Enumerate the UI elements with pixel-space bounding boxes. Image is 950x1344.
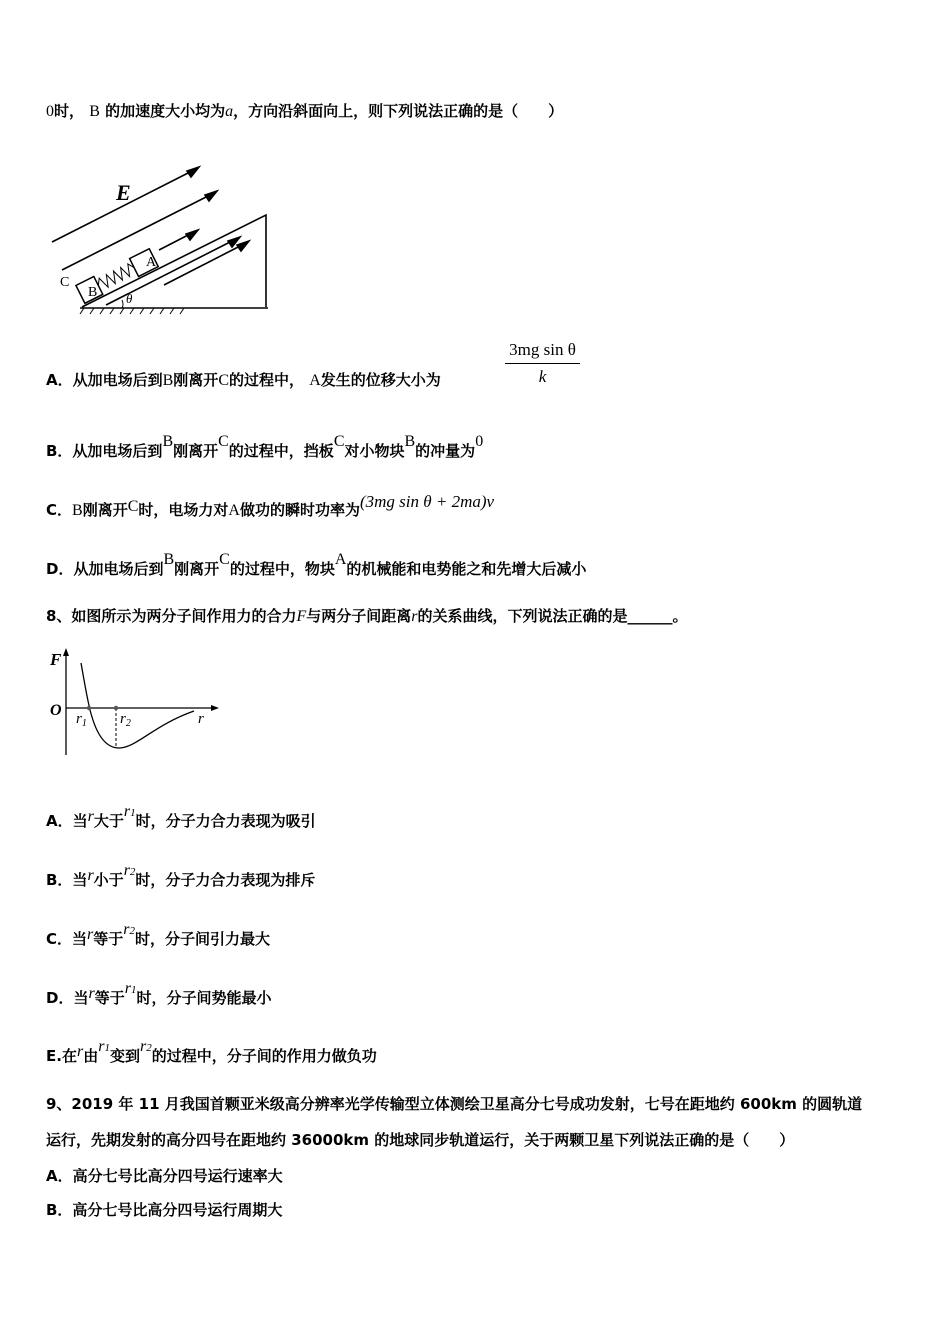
incline-figure <box>44 160 284 320</box>
q7-intro: 0时， B 的加速度大小均为a，方向沿斜面向上，则下列说法正确的是（ ） <box>46 102 564 120</box>
y-axis-arrow <box>63 648 69 656</box>
q9-option-a: A．高分七号比高分四号运行速率大 <box>46 1167 283 1185</box>
q9-stem-line1: 9、2019 年 11 月我国首颗亚米级高分辨率光学传输型立体测绘卫星高分七号成功发射，七号在距地约 600km 的圆轨道 <box>46 1095 863 1113</box>
q8-stem: 8、如图所示为两分子间作用力的合力F与两分子间距离r的关系曲线，下列说法正确的是______。 <box>46 607 688 625</box>
q7-option-c: C．B刚离开C时，电场力对A做功的瞬时功率为(3mg sin θ + 2ma)v <box>46 492 495 519</box>
force-curve <box>81 663 194 748</box>
graph-r-label: r <box>198 711 204 727</box>
q7-option-a: A．从加电场后到B刚离开C的过程中， A发生的位移大小为 <box>46 371 441 389</box>
q8-option-c: C．当r等于r2时，分子间引力最大 <box>46 921 271 948</box>
label-a: A <box>146 255 157 270</box>
spring <box>96 262 137 291</box>
graph-origin-label: O <box>50 702 62 719</box>
x-axis-arrow <box>211 705 219 711</box>
incline <box>82 215 266 307</box>
ground-hatch <box>80 308 184 314</box>
q7-option-d: D．从加电场后到B刚离开C的过程中，物块A的机械能和电势能之和先增大后减小 <box>46 551 587 578</box>
graph-r1-label: $r_1$ <box>76 711 87 729</box>
q9-stem-line2: 运行，先期发射的高分四号在距地约 36000km 的地球同步轨道运行，关于两颗卫星下列说法正确的是（ ） <box>46 1131 795 1149</box>
q8-option-b: B．当r小于r2时，分子力合力表现为排斥 <box>46 862 316 889</box>
field-label: E <box>116 180 131 205</box>
q7-option-a-fraction: $\frac{\text{3mg sin θ}}{k}$ <box>505 340 580 387</box>
r1-point <box>87 706 91 710</box>
r2-point <box>114 706 118 710</box>
graph-r2-label: $r_2$ <box>120 711 131 729</box>
q7-option-b: B．从加电场后到B刚离开C的过程中，挡板C对小物块B的冲量为0 <box>46 433 484 460</box>
q9-option-b: B．高分七号比高分四号运行周期大 <box>46 1201 283 1219</box>
label-b: B <box>88 285 98 300</box>
label-theta: θ <box>126 291 133 306</box>
q8-option-d: D．当r等于r1时，分子间势能最小 <box>46 980 272 1007</box>
q8-option-e: E.在r由r1变到r2的过程中，分子间的作用力做负功 <box>46 1038 377 1065</box>
q8-option-a: A．当r大于r1时，分子力合力表现为吸引 <box>46 803 316 830</box>
graph-f-label: F <box>50 650 62 669</box>
label-c: C <box>60 275 70 290</box>
angle-arc <box>122 300 123 308</box>
force-distance-graph <box>44 645 224 760</box>
